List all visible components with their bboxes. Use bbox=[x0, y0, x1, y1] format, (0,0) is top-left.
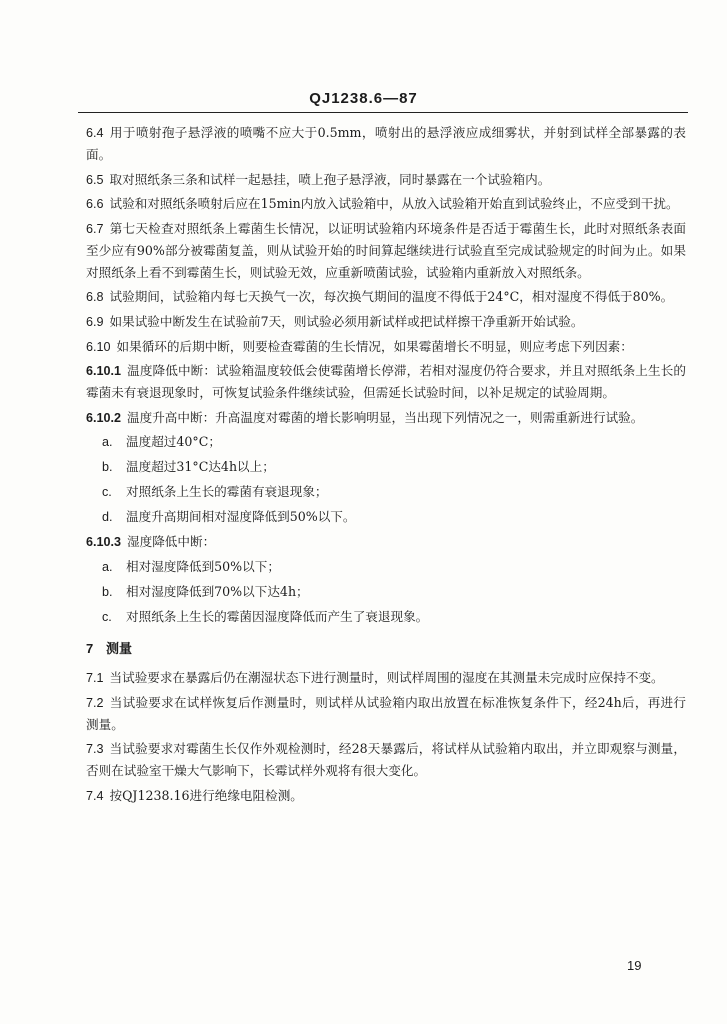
section-7-heading bbox=[86, 638, 686, 661]
list-marker: d. bbox=[102, 510, 113, 525]
paragraph-text: 用于喷射孢子悬浮液的喷嘴不应大于0.5mm，喷射出的悬浮液应成细雾状，并射到试样全部暴露的表面。 bbox=[86, 125, 686, 162]
header-rule bbox=[78, 112, 688, 113]
list-marker: b. bbox=[102, 460, 113, 475]
list-text: 对照纸条上生长的霉菌有衰退现象； bbox=[126, 484, 328, 500]
list-marker: c. bbox=[102, 609, 112, 624]
paragraph-text: 湿度降低中断： bbox=[127, 534, 216, 550]
list-item bbox=[86, 556, 686, 578]
paragraph bbox=[86, 169, 686, 191]
paragraph-number: 6.10.1 bbox=[86, 364, 122, 379]
paragraph-number: 7.2 bbox=[86, 695, 104, 710]
paragraph bbox=[86, 360, 686, 404]
paragraph bbox=[86, 407, 686, 429]
document-code-header: QJ1238.6—87 bbox=[309, 90, 418, 107]
list-text: 相对湿度降低到50%以下； bbox=[126, 558, 280, 574]
paragraph-text: 试验期间，试验箱内每七天换气一次，每次换气期间的温度不得低于24°C，相对湿度不得低于80%。 bbox=[109, 289, 674, 305]
paragraph-number: 6.4 bbox=[86, 126, 104, 140]
paragraph bbox=[86, 667, 686, 689]
paragraph-text: 试验和对照纸条喷射后应在15min内放入试验箱中，从放入试验箱开始直到试验终止，不应受到干扰。 bbox=[109, 196, 679, 212]
paragraph bbox=[86, 738, 686, 782]
list-item bbox=[86, 581, 686, 603]
list-item bbox=[86, 431, 686, 453]
paragraph bbox=[86, 311, 686, 333]
list-item bbox=[86, 506, 686, 528]
paragraph bbox=[86, 193, 686, 215]
list-text: 温度升高期间相对湿度降低到50%以下。 bbox=[126, 509, 356, 525]
document-body bbox=[86, 122, 686, 809]
section-number: 7 bbox=[86, 640, 94, 656]
page-number: 19 bbox=[627, 958, 642, 973]
section-7-paragraphs bbox=[86, 667, 686, 807]
paragraph-6-10-3 bbox=[86, 531, 686, 553]
paragraph-number: 6.10.3 bbox=[86, 535, 122, 550]
paragraph bbox=[86, 785, 686, 807]
list-marker: a. bbox=[102, 559, 113, 574]
paragraph-number: 7.1 bbox=[86, 670, 104, 685]
paragraph-number: 6.5 bbox=[86, 172, 104, 187]
list-6-10-3 bbox=[86, 556, 686, 628]
paragraph bbox=[86, 286, 686, 308]
list-text: 温度超过31°C达4h以上； bbox=[126, 459, 275, 475]
paragraph-number: 6.9 bbox=[86, 314, 104, 329]
list-item bbox=[86, 606, 686, 628]
paragraph-text: 温度降低中断：试验箱温度较低会使霉菌增长停滞，若相对湿度仍符合要求，并且对照纸条上生长的霉菌未有衰退现象时，可恢复试验条件继续试验，但需延长试验时间，以补足规定的试验周期。 bbox=[86, 363, 686, 401]
list-marker: a. bbox=[102, 435, 113, 450]
paragraph-number: 6.6 bbox=[86, 197, 104, 212]
paragraph bbox=[86, 692, 686, 736]
paragraph-text: 如果试验中断发生在试验前7天，则试验必须用新试样或把试样擦干净重新开始试验。 bbox=[109, 313, 584, 329]
paragraph-text: 当试验要求对霉菌生长仅作外观检测时，经28天暴露后，将试样从试验箱内取出，并立即观察与测量，否则在试验室干燥大气影响下，长霉试样外观将有很大变化。 bbox=[86, 741, 686, 779]
paragraph-text: 按QJ1238.16进行绝缘电阻检测。 bbox=[109, 787, 303, 803]
paragraph-text: 如果循环的后期中断，则要检查霉菌的生长情况，如果霉菌增长不明显，则应考虑下列因素： bbox=[116, 338, 633, 354]
list-text: 对照纸条上生长的霉菌因湿度降低而产生了衰退现象。 bbox=[126, 608, 429, 624]
paragraph bbox=[86, 218, 686, 284]
list-marker: b. bbox=[102, 584, 113, 599]
paragraph bbox=[86, 336, 686, 358]
paragraph-number: 6.8 bbox=[86, 290, 104, 305]
list-item bbox=[86, 456, 686, 478]
list-item bbox=[86, 481, 686, 503]
paragraph-text: 取对照纸条三条和试样一起悬挂，喷上孢子悬浮液，同时暴露在一个试验箱内。 bbox=[109, 171, 551, 187]
paragraph-number: 6.10.2 bbox=[86, 410, 122, 425]
list-6-10-2 bbox=[86, 431, 686, 528]
paragraph-text: 第七天检查对照纸条上霉菌生长情况，以证明试验箱内环境条件是否适于霉菌生长，此时对照纸条表面至少应有90%部分被霉菌复盖，则从试验开始的时间算起继续进行试验直至完成试验规定的时间为止。如果对照纸条上看不到霉菌生长，则试验无效，应重新喷菌试验，试验箱内重新放入对照纸条。 bbox=[86, 220, 686, 280]
paragraph-number: 6.10 bbox=[86, 339, 111, 354]
section-title: 测量 bbox=[106, 641, 133, 657]
section-6-paragraphs bbox=[86, 122, 686, 429]
paragraph-text: 当试验要求在试样恢复后作测量时，则试样从试验箱内取出放置在标准恢复条件下，经24h后，再进行测量。 bbox=[86, 694, 686, 732]
paragraph bbox=[86, 122, 686, 166]
list-marker: c. bbox=[102, 485, 112, 500]
paragraph-text: 温度升高中断：升高温度对霉菌的增长影响明显，当出现下列情况之一，则需重新进行试验。 bbox=[127, 409, 644, 425]
list-text: 相对湿度降低到70%以下达4h； bbox=[126, 583, 309, 599]
paragraph-number: 7.4 bbox=[86, 788, 104, 803]
paragraph-number: 7.3 bbox=[86, 742, 104, 757]
paragraph-number: 6.7 bbox=[86, 221, 104, 236]
list-text: 温度超过40°C； bbox=[126, 434, 221, 450]
paragraph-text: 当试验要求在暴露后仍在潮湿状态下进行测量时，则试样周围的湿度在其测量未完成时应保持不变。 bbox=[109, 669, 664, 685]
